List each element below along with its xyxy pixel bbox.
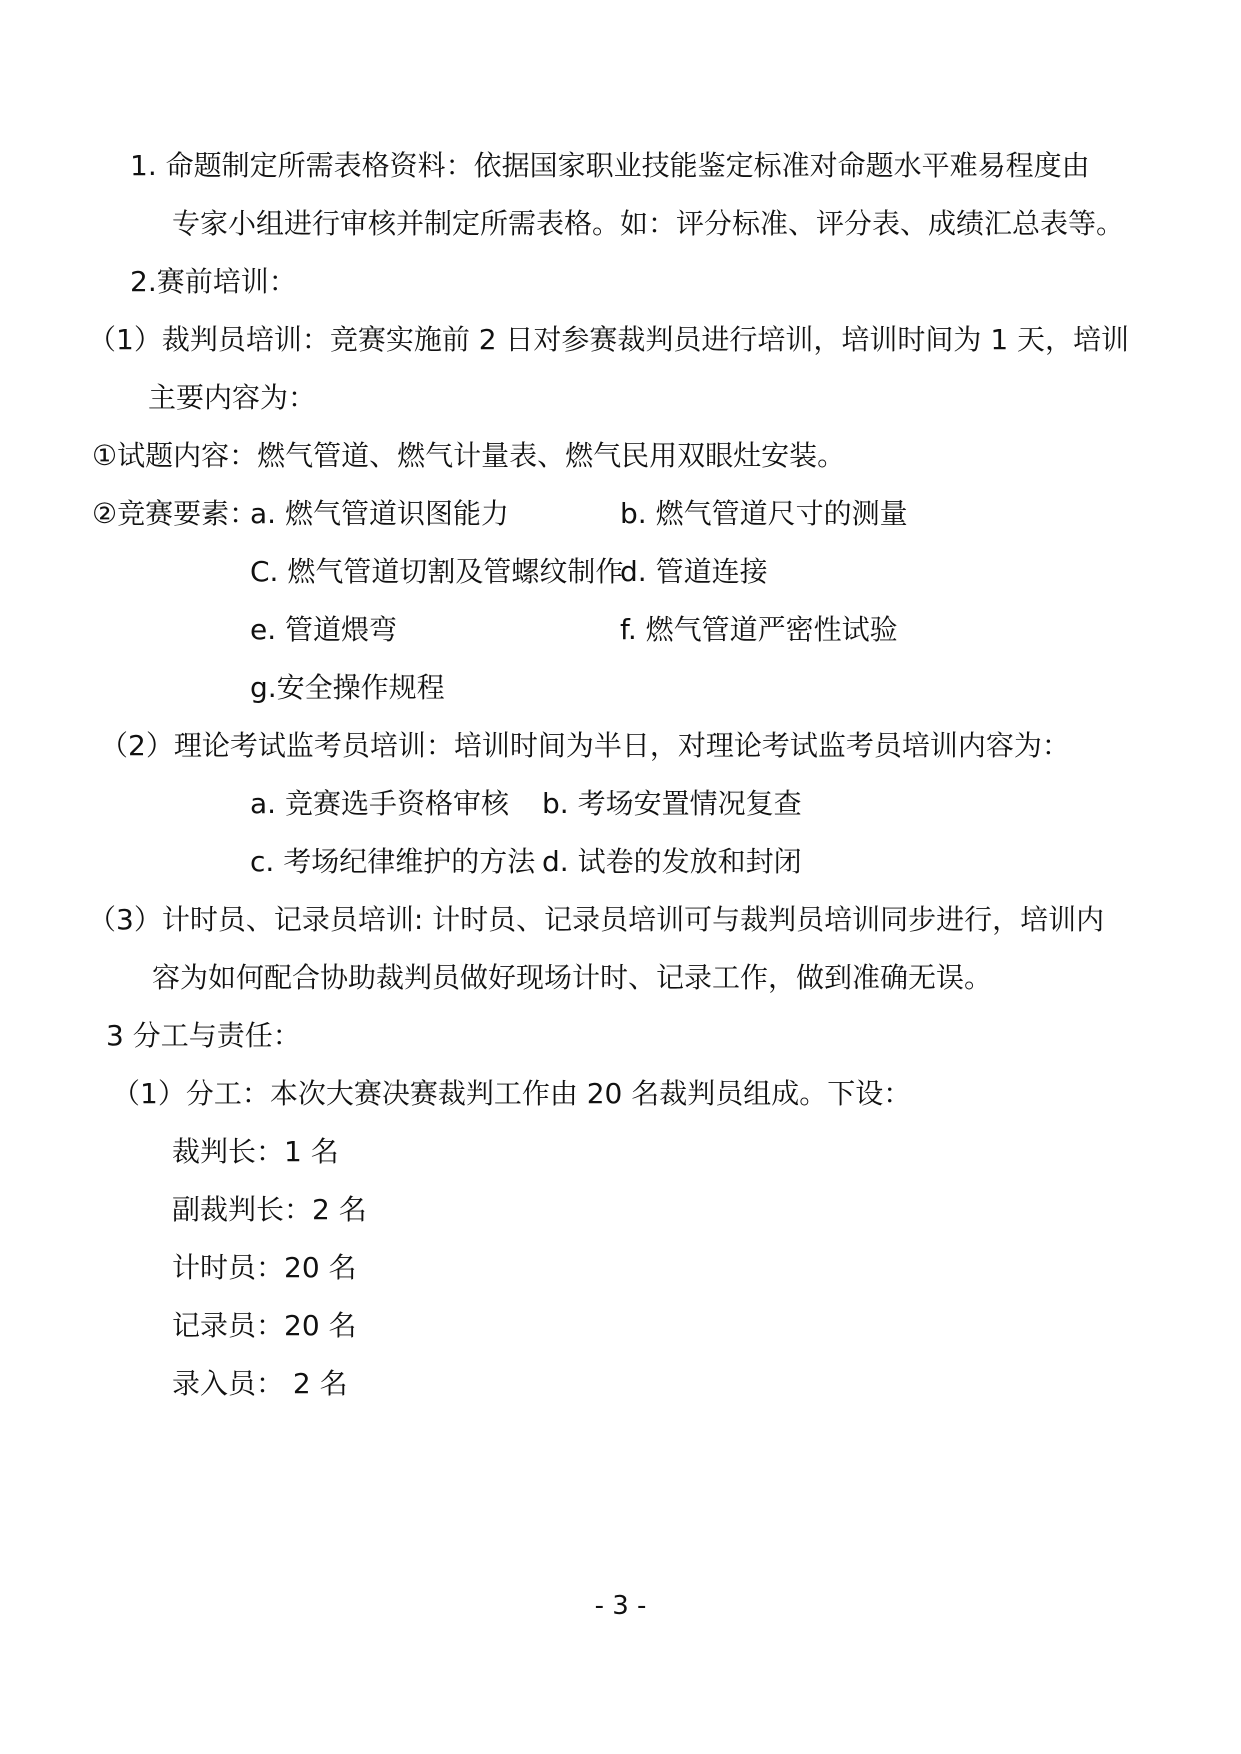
timer-training-line2: 容为如何配合协助裁判员做好现场计时、记录工作，做到准确无误。 [152,961,993,994]
proctor-item-d: d. 试卷的发放和封闭 [542,845,802,878]
item1-line2: 专家小组进行审核并制定所需表格。如：评分标准、评分表、成绩汇总表等。 [172,207,1125,240]
role-data-entry: 录入员： 2 名 [172,1367,348,1400]
item1-line1: 1. 命题制定所需表格资料：依据国家职业技能鉴定标准对命题水平难易程度由 [130,149,1090,182]
element-b: b. 燃气管道尺寸的测量 [620,497,908,530]
proctor-item-a: a. 竞赛选手资格审核 [250,787,509,820]
element-g: g.安全操作规程 [250,671,445,704]
proctor-training-line1: （2）理论考试监考员培训：培训时间为半日，对理论考试监考员培训内容为： [100,729,1070,762]
role-deputy-chief-referee: 副裁判长：2 名 [172,1193,367,1226]
referee-training-line2: 主要内容为： [148,381,317,414]
test-content-topic: ①试题内容：燃气管道、燃气计量表、燃气民用双眼灶安装。 [92,439,846,472]
referee-training-line1: （1）裁判员培训：竞赛实施前 2 日对参赛裁判员进行培训，培训时间为 1 天，培训 [88,323,1130,356]
role-chief-referee: 裁判长：1 名 [172,1135,339,1168]
element-d: d. 管道连接 [620,555,768,588]
item3-heading: 3 分工与责任： [106,1019,301,1052]
division-line1: （1）分工：本次大赛决赛裁判工作由 20 名裁判员组成。下设： [112,1077,912,1110]
element-a: a. 燃气管道识图能力 [250,497,509,530]
proctor-item-c: c. 考场纪律维护的方法 [250,845,536,878]
role-recorder: 记录员：20 名 [172,1309,357,1342]
competition-elements-label: ②竞赛要素： [92,497,258,530]
role-timekeeper: 计时员：20 名 [172,1251,357,1284]
timer-training-line1: （3）计时员、记录员培训: 计时员、记录员培训可与裁判员培训同步进行，培训内 [88,903,1105,936]
element-c: C. 燃气管道切割及管螺纹制作 [250,555,624,588]
proctor-item-b: b. 考场安置情况复查 [542,787,802,820]
element-f: f. 燃气管道严密性试验 [620,613,898,646]
element-e: e. 管道煨弯 [250,613,398,646]
page-number: - 3 - [594,1591,647,1621]
item2-heading: 2.赛前培训： [130,265,297,298]
